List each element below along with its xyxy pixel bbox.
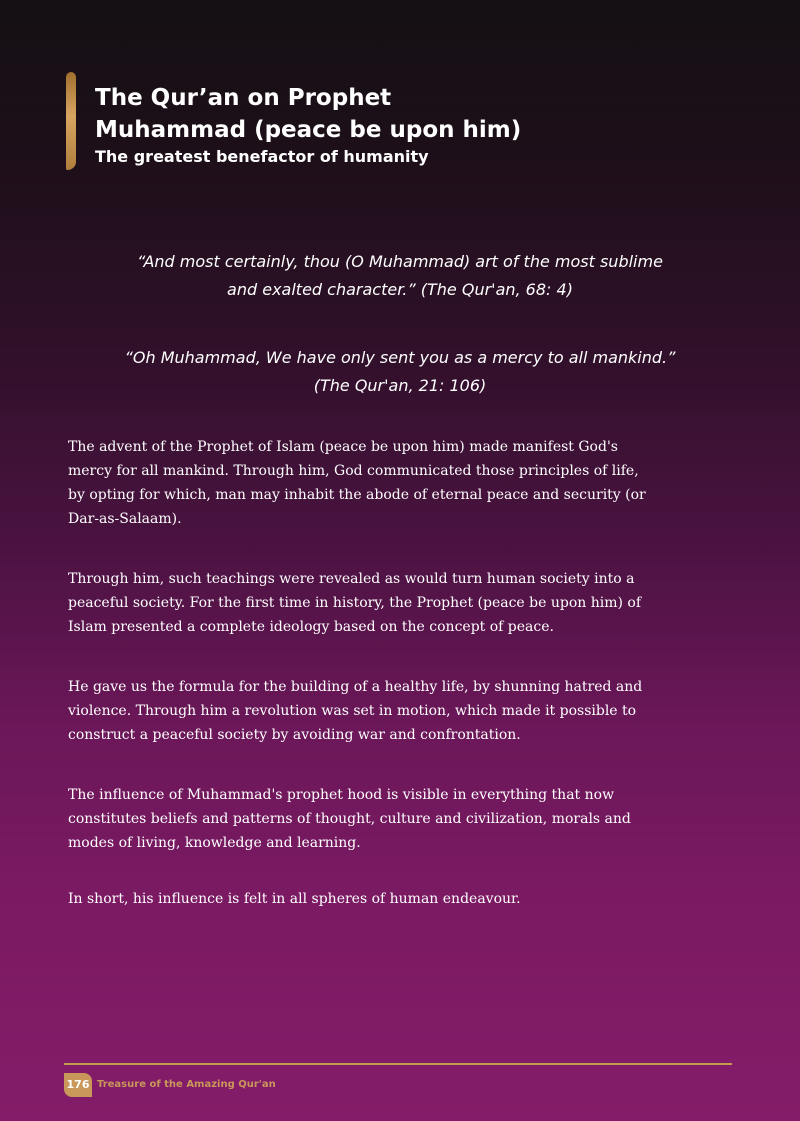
page-subtitle: The greatest benefactor of humanity [95,147,429,166]
paragraph-1 [68,435,733,531]
paragraph-line: mercy for all mankind. Through him, God communicated those principles of life, [68,463,639,479]
footer-divider [64,1063,732,1065]
page-title-line-1: The Qur’an on Prophet [95,85,392,111]
page-number-badge: 176 [64,1073,92,1097]
quote-1-line-2: and exalted character.” (The Qur'an, 68: 4) [227,280,573,299]
paragraph-5 [68,887,733,911]
quote-1-line-1: “And most certainly, thou (O Muhammad) art of the most sublime [137,252,663,271]
paragraph-line: The influence of Muhammad's prophet hood is visible in everything that now [68,787,615,803]
paragraph-line: He gave us the formula for the building of a healthy life, by shunning hatred and [68,679,643,695]
paragraph-line: violence. Through him a revolution was set in motion, which made it possible to [68,703,637,719]
quote-2-line-1: “Oh Muhammad, We have only sent you as a mercy to all mankind.” [124,348,676,367]
paragraph-line: modes of living, knowledge and learning. [68,835,361,851]
page-header [95,82,735,168]
paragraph-line: Islam presented a complete ideology based on the concept of peace. [68,619,554,635]
paragraph-line: constitutes beliefs and patterns of thought, culture and civilization, morals and [68,811,631,827]
quote-2-line-2: (The Qur'an, 21: 106) [313,376,487,395]
paragraph-2 [68,567,733,639]
paragraph-line: by opting for which, man may inhabit the abode of eternal peace and security (or [68,487,646,503]
paragraph-line: Dar-as-Salaam). [68,511,182,527]
page-title-line-2: Muhammad (peace be upon him) [95,117,522,143]
title-accent-bar [66,72,76,170]
paragraph-line: peaceful society. For the first time in history, the Prophet (peace be upon him) of [68,595,642,611]
paragraph-line: construct a peaceful society by avoiding war and confrontation. [68,727,521,743]
paragraph-line: In short, his influence is felt in all spheres of human endeavour. [68,891,521,907]
quote-2 [70,344,730,400]
paragraph-line: Through him, such teachings were revealed as would turn human society into a [68,571,635,587]
footer-book-title: Treasure of the Amazing Qur'an [97,1079,276,1090]
paragraph-3 [68,675,733,747]
paragraph-line: The advent of the Prophet of Islam (peace be upon him) made manifest God's [68,439,618,455]
paragraph-4 [68,783,733,855]
quote-1 [70,248,730,304]
